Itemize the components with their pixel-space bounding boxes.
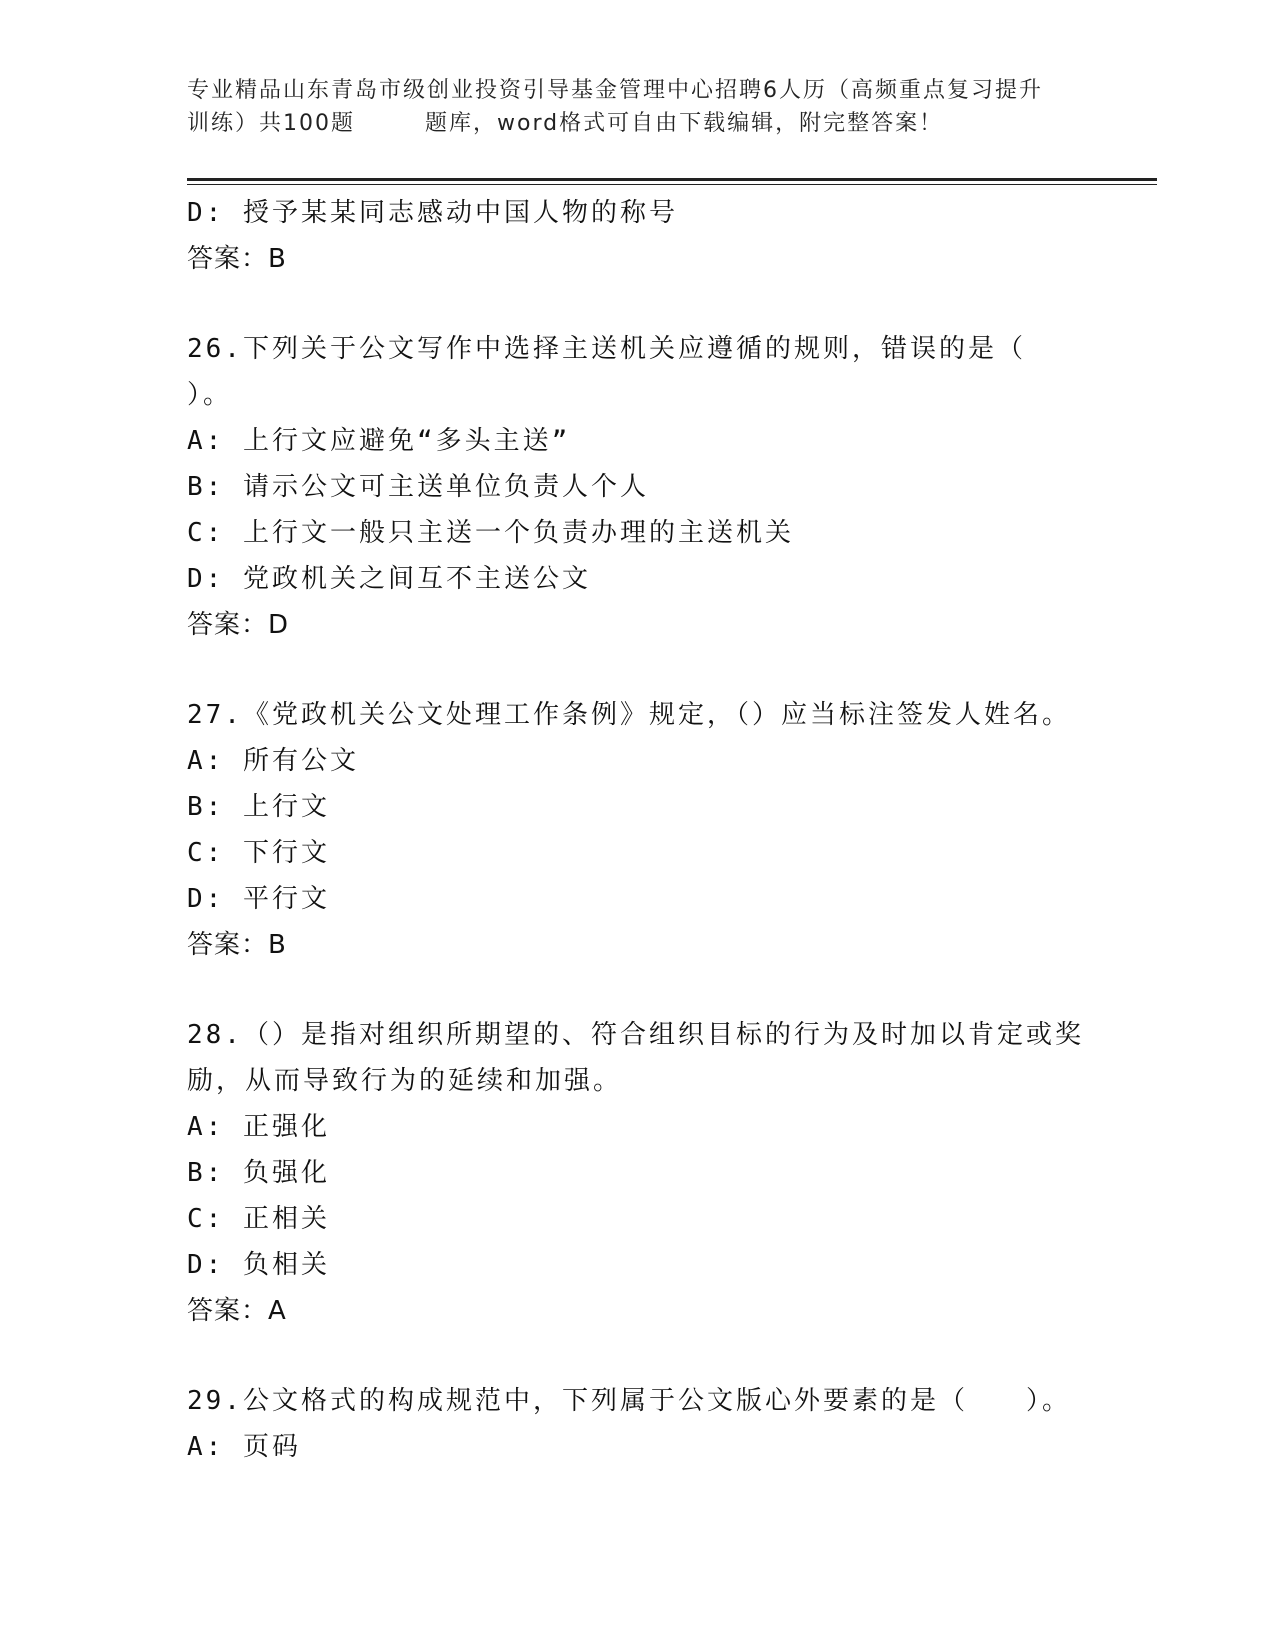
header-divider-thick	[187, 178, 1157, 181]
document-header	[187, 74, 1087, 140]
question-stem-continued: ）。	[187, 380, 233, 410]
question-25-tail	[187, 190, 1087, 282]
option-b: B: 请示公文可主送单位负责人个人	[187, 472, 649, 502]
question-stem: 27.《党政机关公文处理工作条例》规定，（）应当标注签发人姓名。	[187, 700, 1071, 730]
question-stem-continued: 励，从而导致行为的延续和加强。	[187, 1066, 623, 1096]
answer-line: 答案：A	[187, 1296, 287, 1326]
question-27	[187, 692, 1087, 968]
header-line-2-part-2: 题库，word格式可自由下载编辑，附完整答案！	[425, 111, 944, 136]
option-d: D: 负相关	[187, 1250, 330, 1280]
option-d: D: 党政机关之间互不主送公文	[187, 564, 591, 594]
option-d: D: 授予某某同志感动中国人物的称号	[187, 198, 678, 228]
option-b: B: 上行文	[187, 792, 330, 822]
option-b: B: 负强化	[187, 1158, 330, 1188]
option-c: C: 下行文	[187, 838, 330, 868]
answer-line: 答案：D	[187, 610, 290, 640]
question-stem: 28.（）是指对组织所期望的、符合组织目标的行为及时加以肯定或奖	[187, 1020, 1084, 1050]
question-stem: 29.公文格式的构成规范中，下列属于公文版心外要素的是（ ）。	[187, 1386, 1071, 1416]
option-c: C: 上行文一般只主送一个负责办理的主送机关	[187, 518, 794, 548]
option-a: A: 页码	[187, 1432, 301, 1462]
question-29	[187, 1378, 1087, 1470]
header-line-1: 专业精品山东青岛市级创业投资引导基金管理中心招聘6人历（高频重点复习提升	[187, 78, 1043, 103]
question-stem: 26.下列关于公文写作中选择主送机关应遵循的规则，错误的是（	[187, 334, 1026, 364]
option-a: A: 所有公文	[187, 746, 359, 776]
option-a: A: 正强化	[187, 1112, 330, 1142]
answer-line: 答案：B	[187, 244, 287, 274]
answer-line: 答案：B	[187, 930, 287, 960]
header-divider-thin	[187, 184, 1157, 185]
question-28	[187, 1012, 1087, 1334]
option-c: C: 正相关	[187, 1204, 330, 1234]
question-list	[187, 190, 1087, 1470]
option-a: A: 上行文应避免“多头主送”	[187, 426, 571, 456]
header-line-2	[187, 107, 1087, 140]
question-26	[187, 326, 1087, 648]
header-line-2-part-1: 训练）共100题	[187, 111, 355, 136]
option-d: D: 平行文	[187, 884, 330, 914]
